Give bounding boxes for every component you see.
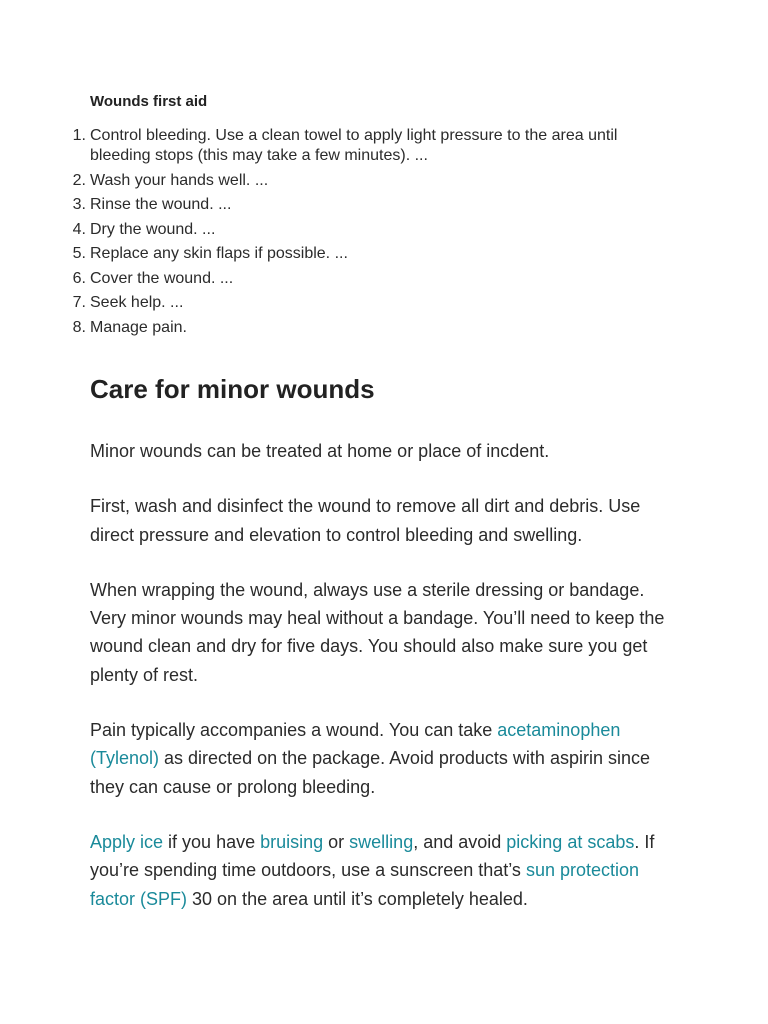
list-item-text: Manage pain. bbox=[90, 318, 187, 336]
care-paragraph-4 bbox=[90, 716, 682, 801]
list-item bbox=[72, 318, 680, 338]
list-item bbox=[72, 171, 680, 191]
bruising-link[interactable]: bruising bbox=[260, 831, 324, 852]
list-item-text: Rinse the wound. ... bbox=[90, 196, 232, 213]
care-heading: Care for minor wounds bbox=[90, 374, 375, 404]
paragraph-text: as directed on the package. Avoid products with aspirin since they can cause or prolong bleeding. bbox=[90, 748, 650, 797]
list-item-number: 8. bbox=[72, 318, 86, 336]
list-item-number: 5. bbox=[72, 245, 86, 262]
list-item bbox=[72, 126, 680, 166]
list-item-number: 7. bbox=[72, 294, 86, 311]
care-paragraph-5 bbox=[90, 828, 682, 913]
list-item-number: 1. bbox=[72, 127, 86, 144]
care-paragraph-2: First, wash and disinfect the wound to remove all dirt and debris. Use direct pressure and elevation to control bleeding and swelling. bbox=[90, 496, 641, 545]
list-item bbox=[72, 293, 680, 313]
care-body bbox=[90, 437, 682, 940]
swelling-link[interactable]: swelling bbox=[349, 831, 414, 852]
spf-link[interactable]: sun protection factor (SPF) bbox=[90, 860, 640, 909]
list-item bbox=[72, 195, 680, 215]
list-item-text: Cover the wound. ... bbox=[90, 269, 234, 287]
acetaminophen-link[interactable]: acetaminophen (Tylenol) bbox=[90, 720, 621, 769]
list-item bbox=[72, 220, 680, 240]
list-item-text: Replace any skin flaps if possible. ... bbox=[90, 245, 348, 262]
paragraph-text: if you have bbox=[163, 831, 261, 852]
paragraph-text: . If you’re spending time outdoors, use a sunscreen that’s bbox=[90, 831, 655, 881]
paragraph-text: 30 on the area until it’s completely healed. bbox=[187, 888, 528, 909]
paragraph-text: or bbox=[323, 831, 350, 852]
care-paragraph-3: When wrapping the wound, always use a sterile dressing or bandage. Very minor wounds may heal without a bandage. You’ll need to keep the wound clean and dry for five days. You should also make sure you get plenty of rest. bbox=[90, 579, 665, 685]
list-item bbox=[72, 269, 680, 289]
list-item-text: Control bleeding. Use a clean towel to apply light pressure to the area until bleeding stops (this may take a few minutes). ... bbox=[90, 127, 618, 164]
apply-ice-link[interactable]: Apply ice bbox=[90, 831, 164, 852]
list-item-number: 6. bbox=[72, 269, 86, 287]
first-aid-heading: Wounds first aid bbox=[90, 93, 208, 110]
paragraph-text: Pain typically accompanies a wound. You can take bbox=[90, 720, 498, 741]
list-item-number: 2. bbox=[72, 171, 86, 189]
list-item-number: 3. bbox=[72, 196, 86, 213]
list-item-text: Wash your hands well. ... bbox=[90, 171, 269, 189]
picking-at-scabs-link[interactable]: picking at scabs bbox=[506, 831, 635, 852]
care-paragraph-1: Minor wounds can be treated at home or place of incdent. bbox=[90, 441, 550, 461]
paragraph-text: , and avoid bbox=[413, 831, 507, 852]
list-item bbox=[72, 244, 680, 264]
list-item-number: 4. bbox=[72, 220, 86, 238]
list-item-text: Dry the wound. ... bbox=[90, 220, 216, 238]
list-item-text: Seek help. ... bbox=[90, 294, 184, 311]
first-aid-steps-list bbox=[72, 126, 680, 342]
